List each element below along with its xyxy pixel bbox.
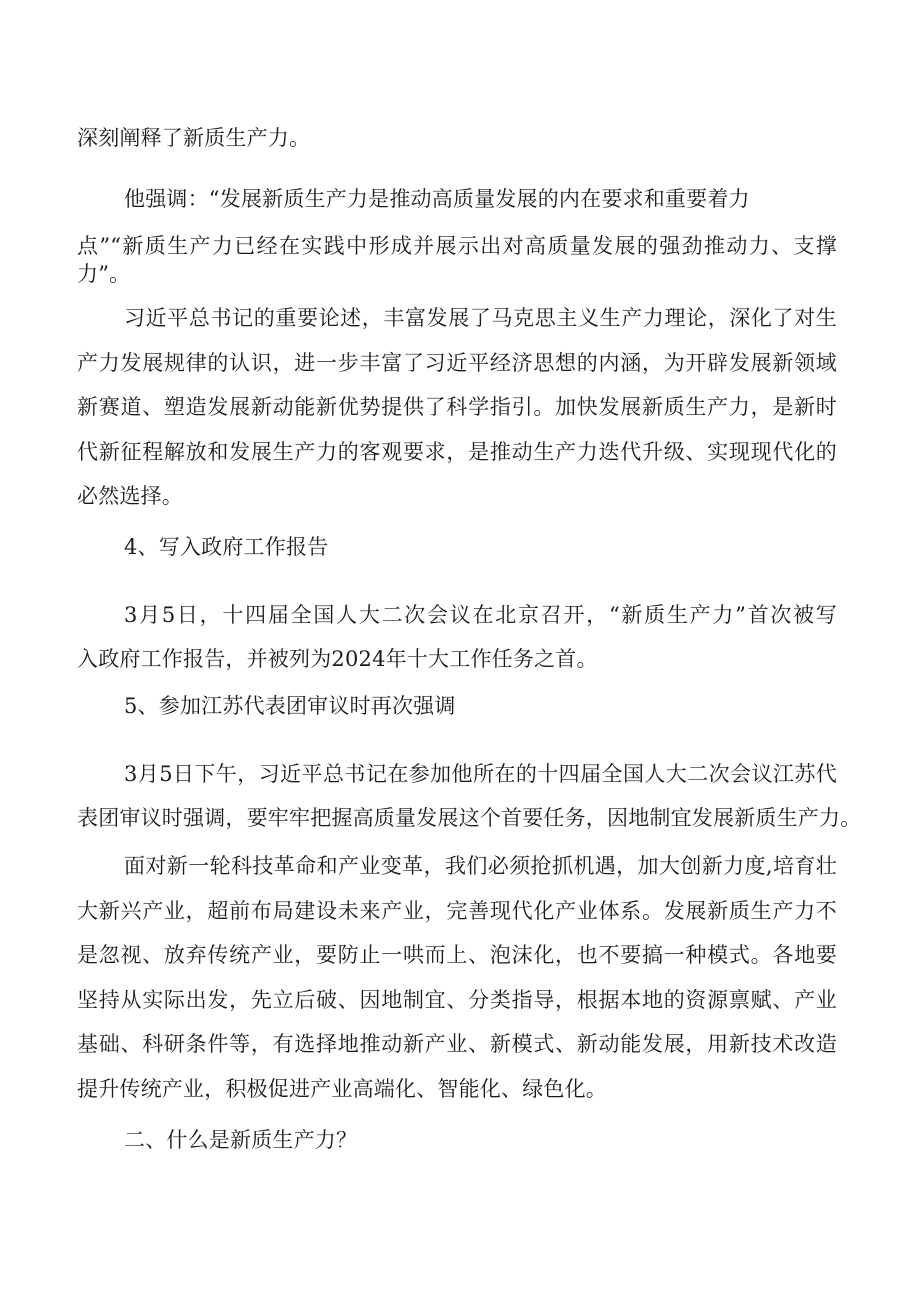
section-heading: 4、写入政府工作报告 (124, 535, 329, 559)
paragraph-line: 3月5日，十四届全国人大二次会议在北京召开，“新质生产力”首次被写 (124, 603, 837, 627)
paragraph-line: 提升传统产业，积极促进产业高端化、智能化、绿色化。 (77, 1077, 607, 1101)
paragraph-line: 力”。 (77, 262, 131, 286)
paragraph-line: 入政府工作报告，并被列为2024年十大工作任务之首。 (77, 647, 598, 671)
paragraph-line: 点”“新质生产力已经在实践中形成并展示出对高质量发展的强劲推动力、支撑 (77, 234, 837, 258)
paragraph-line: 新赛道、塑造发展新动能新优势提供了科学指引。加快发展新质生产力，是新时 (77, 395, 837, 419)
paragraph-line: 3月5日下午，习近平总书记在参加他所在的十四届全国人大二次会议江苏代 (124, 762, 837, 786)
paragraph-line: 是忽视、放弃传统产业，要防止一哄而上、泡沫化，也不要搞一种模式。各地要 (77, 943, 837, 967)
paragraph-line: 表团审议时强调，要牢牢把握高质量发展这个首要任务，因地制宜发展新质生产力。 (77, 806, 862, 830)
paragraph-line: 坚持从实际出发，先立后破、因地制宜、分类指导，根据本地的资源禀赋、产业 (77, 988, 837, 1012)
paragraph-line: 必然选择。 (77, 484, 183, 508)
paragraph-line: 大新兴产业，超前布局建设未来产业，完善现代化产业体系。发展新质生产力不 (77, 899, 837, 923)
paragraph-line: 产力发展规律的认识，进一步丰富了习近平经济思想的内涵，为开辟发展新领域 (77, 351, 837, 375)
paragraph-line: 面对新一轮科技革命和产业变革，我们必须抢抓机遇，加大创新力度,培育壮 (124, 854, 837, 878)
paragraph-line: 代新征程解放和发展生产力的客观要求，是推动生产力迭代升级、实现现代化的 (77, 440, 837, 464)
section-heading: 二、什么是新质生产力？ (124, 1128, 358, 1152)
paragraph-line: 习近平总书记的重要论述，丰富发展了马克思主义生产力理论，深化了对生 (124, 306, 837, 330)
section-heading: 5、参加江苏代表团审议时再次强调 (124, 694, 456, 718)
paragraph-line: 深刻阐释了新质生产力。 (77, 126, 311, 150)
paragraph-line: 他强调：“发展新质生产力是推动高质量发展的内在要求和重要着力 (124, 187, 750, 211)
paragraph-line: 基础、科研条件等，有选择地推动新产业、新模式、新动能发展，用新技术改造 (77, 1032, 837, 1056)
